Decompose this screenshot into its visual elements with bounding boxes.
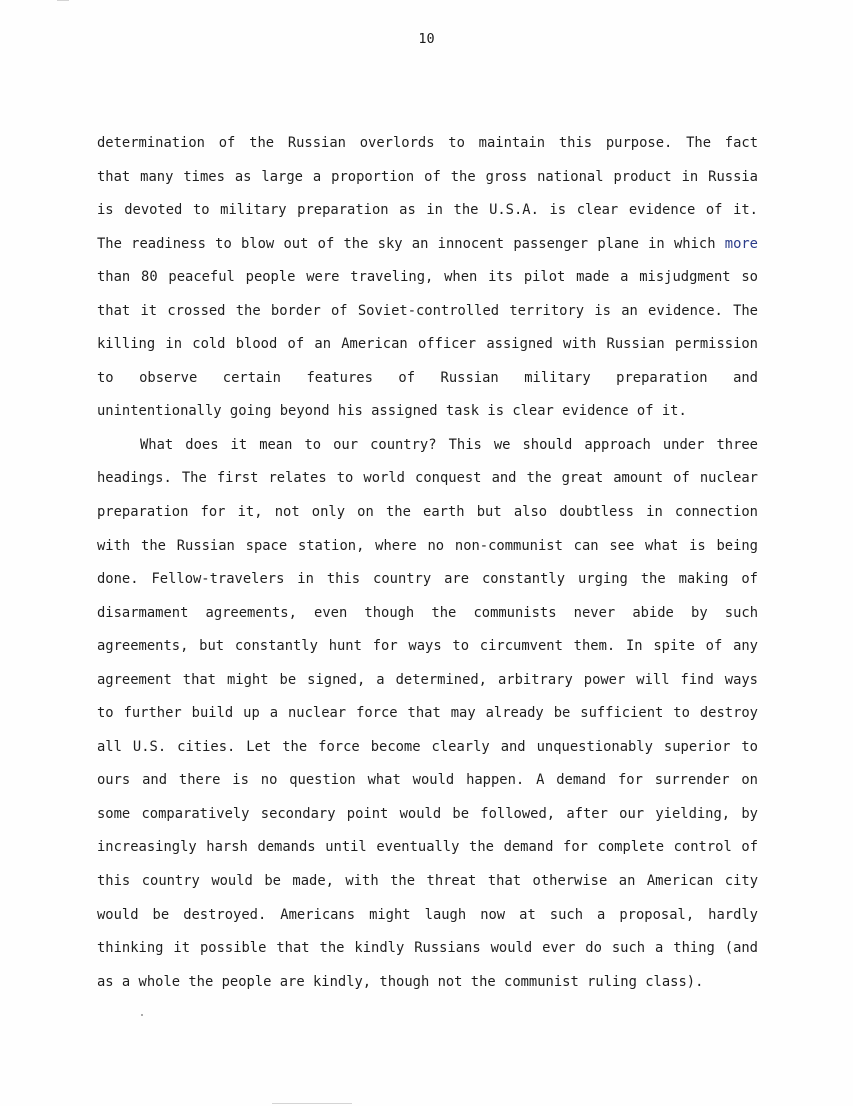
text-line: as a whole the people are kindly, though not the communist ruling class).: [97, 973, 704, 990]
text-line: disarmament agreements, even though the communists never abide by such: [97, 604, 758, 621]
text-line: unintentionally going beyond his assigned task is clear evidence of it.: [97, 403, 687, 420]
text-line: ours and there is no question what would happen. A demand for surrender on: [97, 772, 758, 789]
page-number: 10: [418, 31, 435, 47]
text-line-main: The readiness to blow out of the sky an innocent passenger plane in which: [97, 235, 716, 252]
text-line: that many times as large a proportion of the gross national product in Russia: [97, 168, 758, 185]
text-line: preparation for it, not only on the earth but also doubtless in connection: [97, 504, 758, 521]
scan-artifact-bottom: [272, 1103, 352, 1104]
text-line: thinking it possible that the kindly Russians would ever do such a thing (and: [97, 940, 758, 957]
text-line: killing in cold blood of an American officer assigned with Russian permission: [97, 336, 758, 353]
text-line: done. Fellow-travelers in this country are constantly urging the making of: [97, 571, 758, 588]
text-line: What does it mean to our country? This we should approach under three: [140, 436, 758, 453]
stray-mark: [141, 1014, 143, 1016]
text-line: to further build up a nuclear force that may already be sufficient to destroy: [97, 705, 758, 722]
text-line: that it crossed the border of Soviet-controlled territory is an evidence. The: [97, 302, 758, 319]
text-line: would be destroyed. Americans might laugh now at such a proposal, hardly: [97, 906, 758, 923]
text-line: all U.S. cities. Let the force become clearly and unquestionably superior to: [97, 738, 758, 755]
text-line: agreement that might be signed, a determined, arbitrary power will find ways: [97, 671, 758, 688]
paragraph-2: [97, 430, 758, 1000]
text-line: is devoted to military preparation as in the U.S.A. is clear evidence of it.: [97, 202, 758, 219]
text-line: than 80 peaceful people were traveling, when its pilot made a misjudgment so: [97, 269, 758, 286]
scan-artifact-top: [57, 0, 69, 1]
text-line: some comparatively secondary point would be followed, after our yielding, by: [97, 805, 758, 822]
paragraph-1: [97, 128, 758, 430]
text-line: determination of the Russian overlords to maintain this purpose. The fact: [97, 135, 758, 151]
text-line: with the Russian space station, where no non-communist can see what is being: [97, 537, 758, 554]
text-line: to observe certain features of Russian military preparation and: [97, 369, 758, 386]
text-line: headings. The first relates to world conquest and the great amount of nuclear: [97, 470, 758, 487]
text-line: agreements, but constantly hunt for ways to circumvent them. In spite of any: [97, 638, 758, 655]
text-line: this country would be made, with the threat that otherwise an American city: [97, 873, 758, 890]
text-line: [97, 229, 758, 263]
text-line-tail: more: [724, 235, 758, 252]
body-text: [97, 128, 758, 1000]
text-line: increasingly harsh demands until eventually the demand for complete control of: [97, 839, 758, 856]
